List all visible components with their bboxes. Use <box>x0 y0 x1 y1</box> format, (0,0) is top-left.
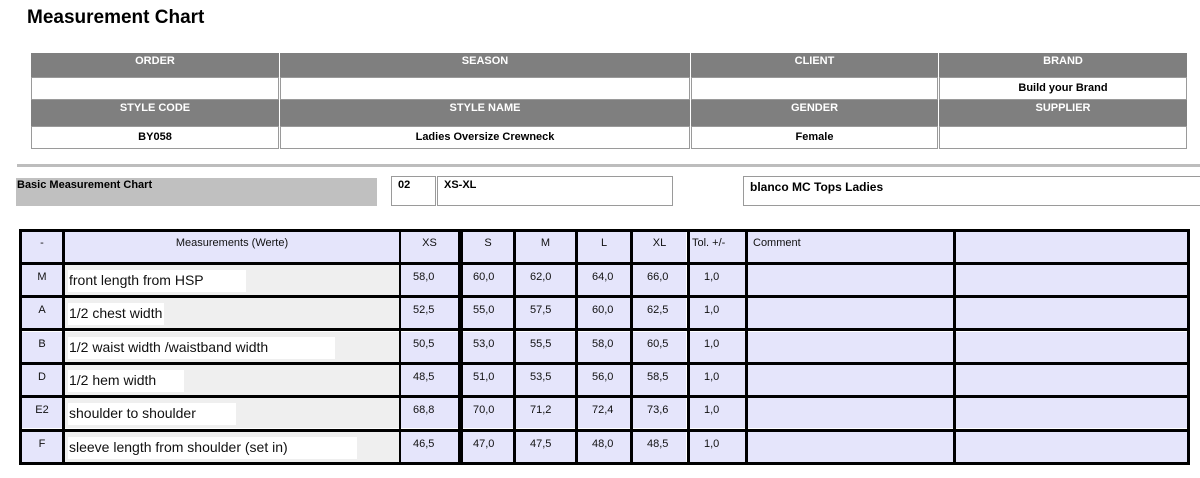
value-cell[interactable]: 48,5 <box>633 432 686 462</box>
measurement-label: sleeve length from shoulder (set in) <box>68 437 357 459</box>
tolerance-cell[interactable]: 1,0 <box>690 265 745 295</box>
info-value-0[interactable] <box>31 77 279 100</box>
column-divider <box>513 232 516 462</box>
info-header-1: SEASON <box>280 53 690 77</box>
row-code: A <box>22 298 62 328</box>
column-divider <box>62 232 65 462</box>
column-divider <box>630 232 633 462</box>
info-value-2[interactable]: Female <box>691 126 938 149</box>
column-divider <box>745 232 748 462</box>
value-cell[interactable]: 48,5 <box>401 365 458 395</box>
page-title: Measurement Chart <box>27 7 205 28</box>
value-cell[interactable]: 60,0 <box>578 298 630 328</box>
row-divider <box>22 429 1187 432</box>
value-cell[interactable]: 60,5 <box>633 332 686 362</box>
basic-chart-label: Basic Measurement Chart <box>16 178 377 206</box>
info-value-0[interactable]: BY058 <box>31 126 279 149</box>
measurement-cell <box>65 432 399 462</box>
value-cell[interactable]: 48,0 <box>578 432 630 462</box>
row-code: F <box>22 432 62 462</box>
value-cell[interactable]: 73,6 <box>633 398 686 428</box>
info-value-1[interactable] <box>280 77 690 100</box>
measurement-label: 1/2 waist width /waistband width <box>68 337 335 359</box>
comment-cell[interactable] <box>748 398 953 428</box>
extra-cell[interactable] <box>956 398 1187 428</box>
column-divider <box>458 232 463 462</box>
info-value-1[interactable]: Ladies Oversize Crewneck <box>280 126 690 149</box>
m-header: M <box>516 232 575 262</box>
info-header-0: STYLE CODE <box>31 100 279 126</box>
measurement-table <box>19 229 1190 465</box>
value-cell[interactable]: 58,0 <box>578 332 630 362</box>
l-header: L <box>578 232 630 262</box>
value-cell[interactable]: 52,5 <box>401 298 458 328</box>
info-header-0: ORDER <box>31 53 279 77</box>
comment-cell[interactable] <box>748 265 953 295</box>
value-cell[interactable]: 58,5 <box>633 365 686 395</box>
tolerance-cell[interactable]: 1,0 <box>690 432 745 462</box>
row-divider <box>22 362 1187 365</box>
value-cell[interactable]: 47,5 <box>516 432 575 462</box>
measurement-cell <box>65 332 399 362</box>
measurements-header: Measurements (Werte) <box>65 232 399 262</box>
measurement-label: 1/2 chest width <box>68 303 164 325</box>
extra-cell[interactable] <box>956 265 1187 295</box>
comment-cell[interactable] <box>748 298 953 328</box>
tolerance-cell[interactable]: 1,0 <box>690 398 745 428</box>
value-cell[interactable]: 62,0 <box>516 265 575 295</box>
column-divider <box>953 232 956 462</box>
value-cell[interactable]: 53,5 <box>516 365 575 395</box>
measurement-label: shoulder to shoulder <box>68 403 236 425</box>
value-cell[interactable]: 47,0 <box>463 432 513 462</box>
row-code: B <box>22 332 62 362</box>
value-cell[interactable]: 72,4 <box>578 398 630 428</box>
measurement-cell <box>65 265 399 295</box>
tolerance-cell[interactable]: 1,0 <box>690 365 745 395</box>
info-header-3: BRAND <box>939 53 1187 77</box>
section-divider <box>17 164 1200 167</box>
measurement-cell <box>65 365 399 395</box>
comment-cell[interactable] <box>748 365 953 395</box>
measurement-cell <box>65 398 399 428</box>
info-header-1: STYLE NAME <box>280 100 690 126</box>
value-cell[interactable]: 71,2 <box>516 398 575 428</box>
row-code: D <box>22 365 62 395</box>
measurement-cell <box>65 298 399 328</box>
size-range-field[interactable]: XS-XL <box>437 176 673 206</box>
tolerance-cell[interactable]: 1,0 <box>690 332 745 362</box>
chart-number-field[interactable]: 02 <box>391 176 436 206</box>
value-cell[interactable]: 55,5 <box>516 332 575 362</box>
extra-cell[interactable] <box>956 298 1187 328</box>
row-divider <box>22 262 1187 265</box>
column-divider <box>575 232 578 462</box>
value-cell[interactable]: 66,0 <box>633 265 686 295</box>
value-cell[interactable]: 58,0 <box>401 265 458 295</box>
value-cell[interactable]: 51,0 <box>463 365 513 395</box>
info-header-2: CLIENT <box>691 53 938 77</box>
value-cell[interactable]: 50,5 <box>401 332 458 362</box>
row-divider <box>22 395 1187 398</box>
extra-cell[interactable] <box>956 332 1187 362</box>
extra-cell[interactable] <box>956 365 1187 395</box>
comment-cell[interactable] <box>748 332 953 362</box>
row-code: M <box>22 265 62 295</box>
tol-header: Tol. +/- <box>690 232 745 262</box>
value-cell[interactable]: 68,8 <box>401 398 458 428</box>
value-cell[interactable]: 46,5 <box>401 432 458 462</box>
value-cell[interactable]: 70,0 <box>463 398 513 428</box>
comment-header: Comment <box>748 232 953 262</box>
measurement-label: front length from HSP <box>68 270 246 292</box>
code-header: - <box>22 232 62 262</box>
row-divider <box>22 295 1187 298</box>
value-cell[interactable]: 55,0 <box>463 298 513 328</box>
value-cell[interactable]: 64,0 <box>578 265 630 295</box>
value-cell[interactable]: 60,0 <box>463 265 513 295</box>
column-divider <box>399 232 401 462</box>
extra-header <box>956 232 1187 262</box>
measurement-label: 1/2 hem width <box>68 370 184 392</box>
comment-cell[interactable] <box>748 432 953 462</box>
value-cell[interactable]: 57,5 <box>516 298 575 328</box>
value-cell[interactable]: 56,0 <box>578 365 630 395</box>
tolerance-cell[interactable]: 1,0 <box>690 298 745 328</box>
info-header-3: SUPPLIER <box>939 100 1187 126</box>
info-value-2[interactable] <box>691 77 938 100</box>
info-value-3[interactable] <box>939 126 1187 149</box>
xs-header: XS <box>401 232 458 262</box>
info-header-2: GENDER <box>691 100 938 126</box>
value-cell[interactable]: 53,0 <box>463 332 513 362</box>
s-header: S <box>463 232 513 262</box>
column-divider <box>687 232 690 462</box>
value-cell[interactable]: 62,5 <box>633 298 686 328</box>
info-value-3[interactable]: Build your Brand <box>939 77 1187 100</box>
row-divider <box>22 328 1187 331</box>
extra-cell[interactable] <box>956 432 1187 462</box>
row-code: E2 <box>22 398 62 428</box>
xl-header: XL <box>633 232 686 262</box>
category-field[interactable]: blanco MC Tops Ladies <box>743 176 1200 206</box>
